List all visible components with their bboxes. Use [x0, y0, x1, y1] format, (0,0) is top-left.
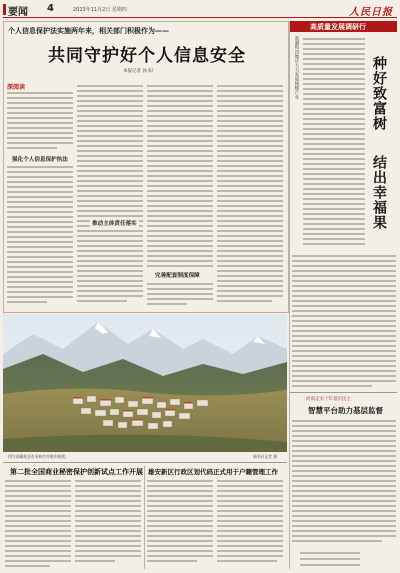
article-kicker: 个人信息保护法实施两年来，相关部门积极作为——: [8, 27, 169, 35]
section-name: 要闻: [8, 7, 28, 18]
right-lower-kicker: 河南走实十年基层民主: [306, 397, 351, 402]
sidebar-divider: [290, 392, 397, 393]
sidebar-banner-text: 高质量发展调研行: [310, 23, 366, 31]
article-headline: 共同守护好个人信息安全: [48, 46, 246, 66]
sidebar-title-1: 种好致富树: [371, 56, 387, 131]
landscape-image: [3, 314, 287, 452]
subhead-2: 推动主体责任落实: [92, 221, 137, 227]
subhead-3: 完善配套制度保障: [155, 273, 200, 279]
article-byline: 本报记者 孙 阳: [123, 69, 153, 74]
divider: [3, 462, 287, 463]
page-header: [3, 3, 397, 18]
newspaper-logo: 人民日报: [349, 7, 393, 18]
village-landscape-photo: [3, 314, 287, 452]
sidebar-title-2: 结出幸福果: [371, 155, 387, 230]
bottom-left-headline: 第二批全国商业秘密保护创新试点工作开展: [10, 468, 143, 476]
page-number: 4: [47, 3, 54, 14]
sidebar-subtitle: 新疆和田地区大力发展核桃产业: [294, 36, 299, 99]
section-marker: [3, 4, 6, 15]
intro-tag: 深阅读: [7, 84, 26, 91]
bottom-mid-headline: 雄安新区行政区划代码正式用于户籍管理工作: [148, 468, 278, 476]
column-rule-bottom: [144, 466, 145, 569]
issue-date: 2023年11月2日 星期四: [73, 7, 127, 13]
photo-credit: 新华社记者 摄: [253, 454, 277, 459]
subhead-1: 强化个人信息保护执法: [12, 157, 68, 163]
right-lower-headline: 智慧平台助力基层监督: [308, 406, 383, 415]
column-rule: [289, 21, 290, 569]
photo-caption: 图为西藏林芝市米林市丹娘乡新貌。: [8, 454, 69, 459]
